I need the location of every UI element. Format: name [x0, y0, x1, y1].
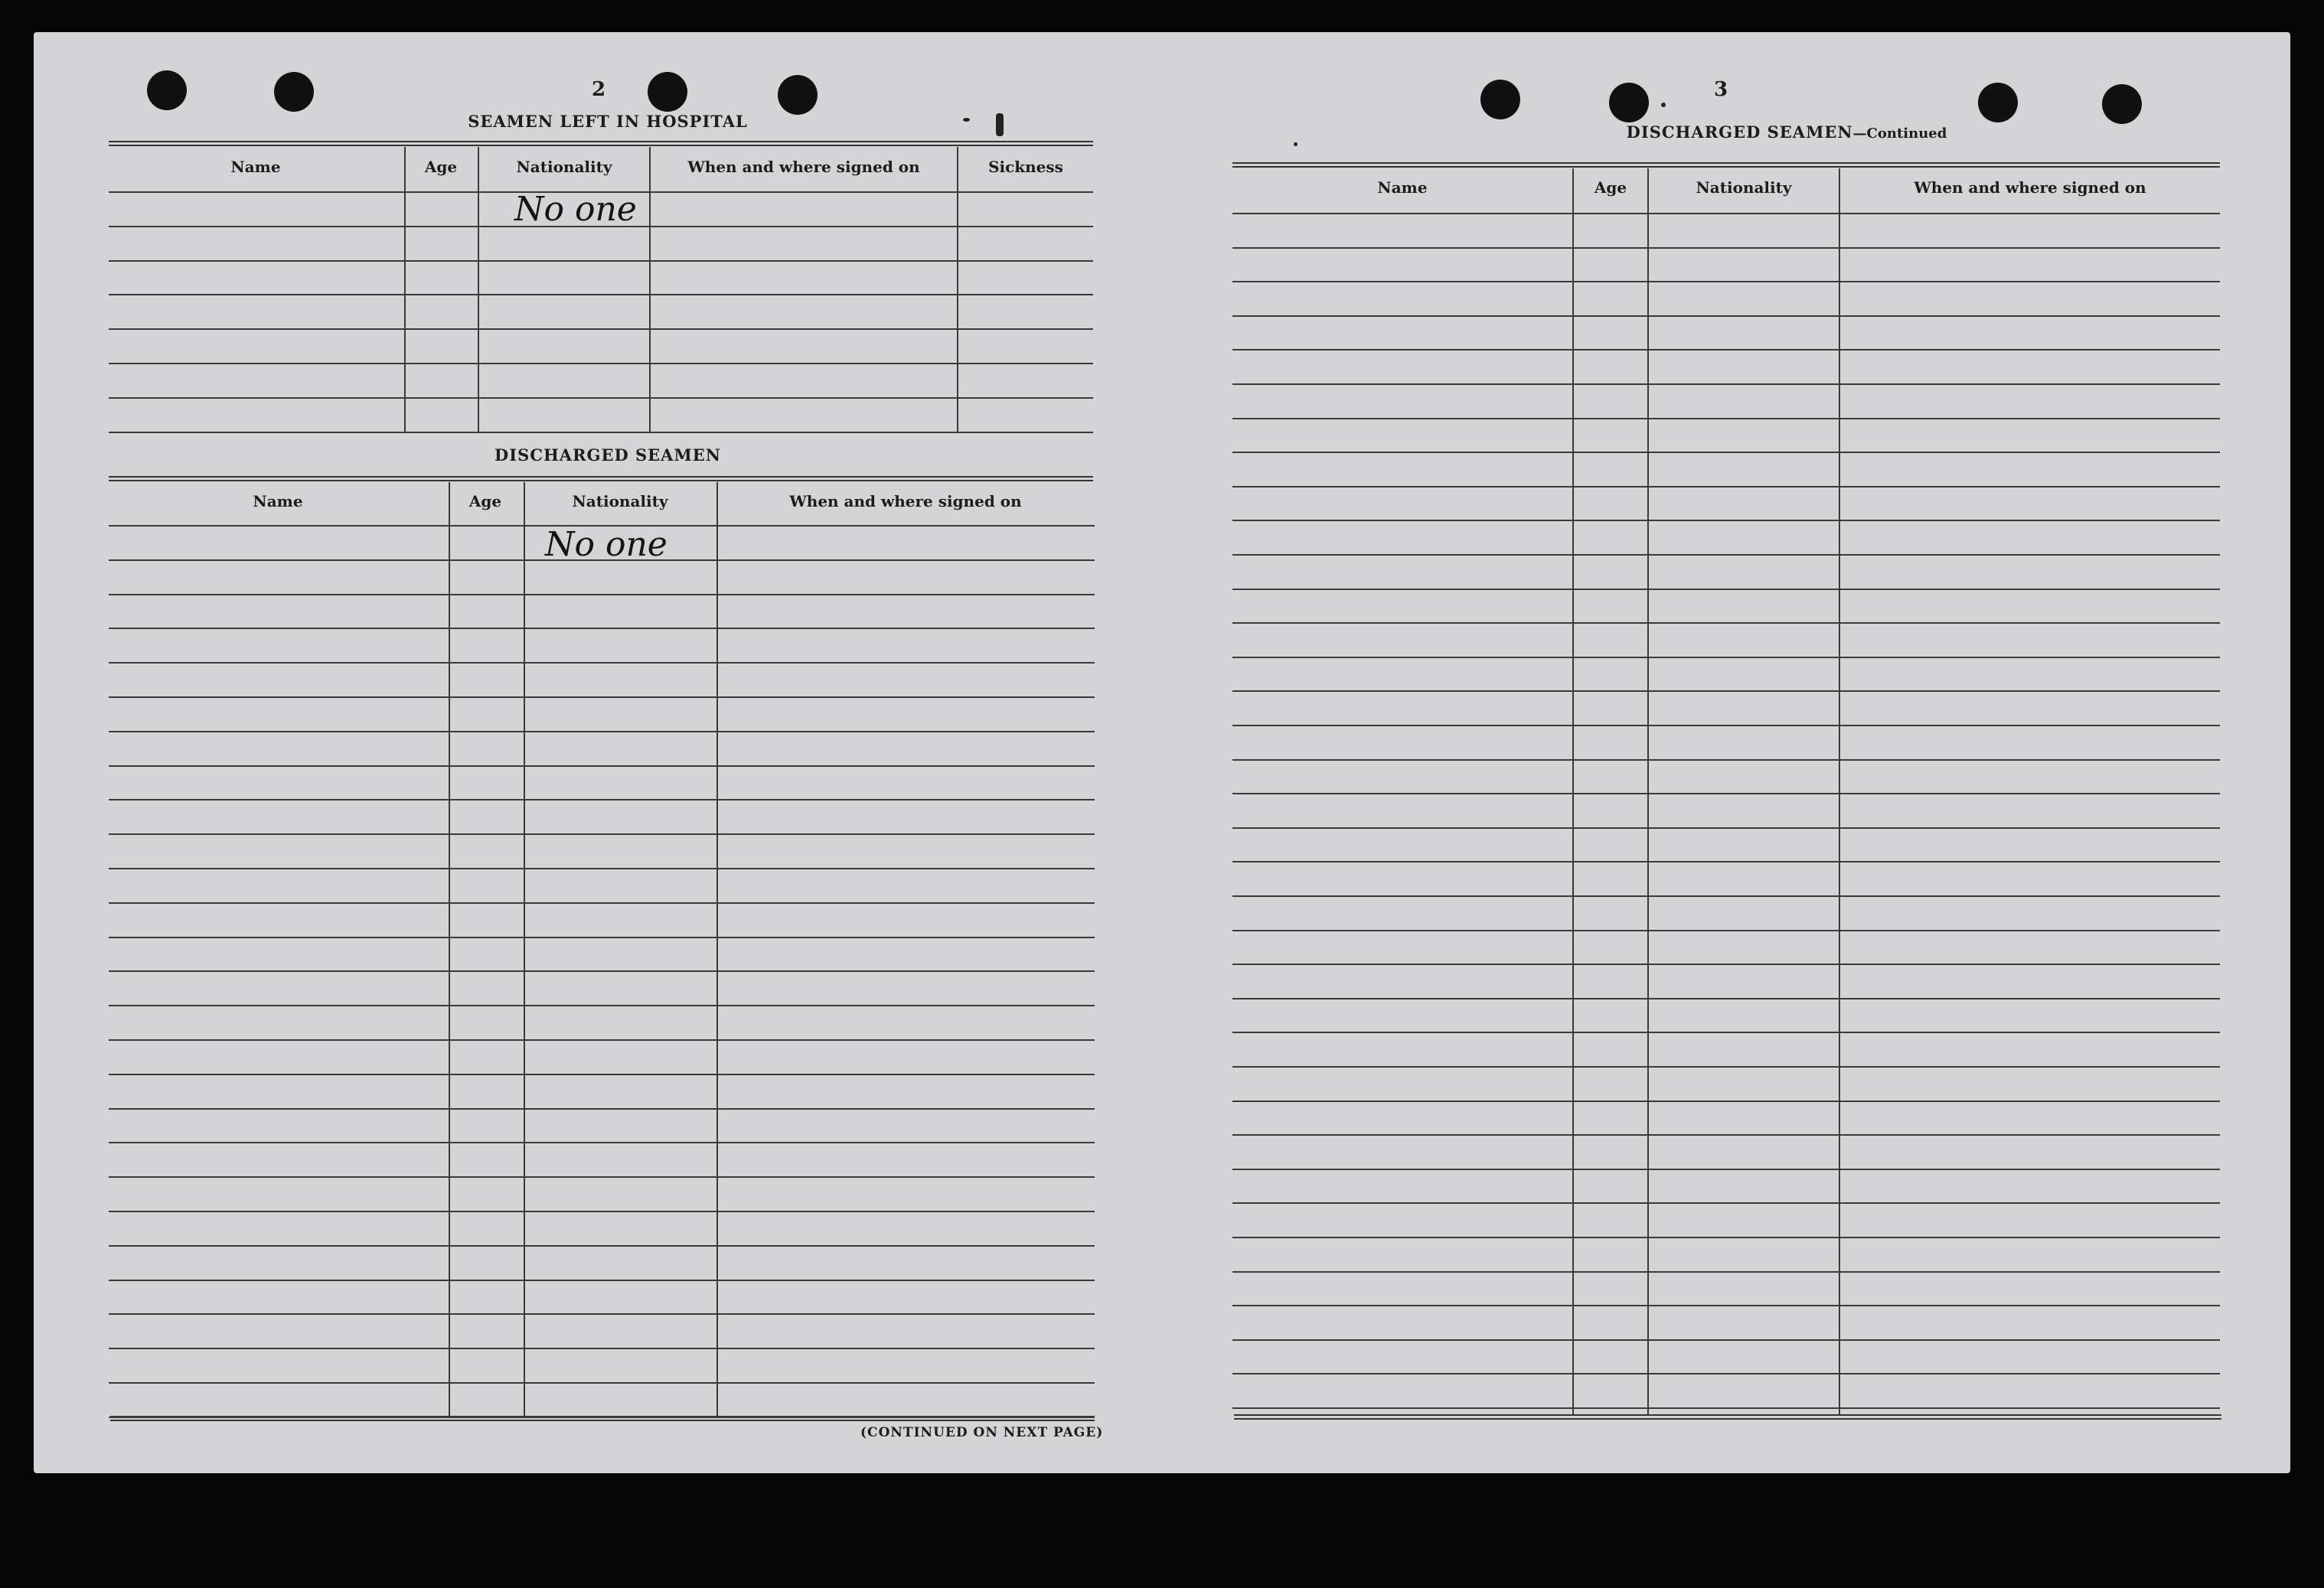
ruled-line — [109, 1382, 1095, 1384]
column-header-nationality: Nationality — [1696, 178, 1792, 197]
column-divider — [716, 482, 718, 1416]
punch-hole — [1609, 83, 1649, 122]
punch-hole — [1480, 80, 1520, 119]
ruled-line — [109, 902, 1095, 904]
column-header-name: Name — [253, 492, 303, 510]
column-divider — [449, 482, 450, 1416]
column-header-age: Age — [468, 492, 502, 510]
ruled-line — [1232, 1373, 2220, 1374]
ruled-line — [109, 1417, 1095, 1418]
punch-hole — [274, 72, 314, 112]
column-header-name: Name — [230, 158, 281, 176]
ruled-line — [1232, 690, 2220, 692]
ruled-line — [109, 226, 1093, 227]
ruled-line — [1232, 1032, 2220, 1033]
ruled-line — [109, 260, 1093, 262]
column-divider — [957, 147, 958, 432]
column-divider — [1572, 168, 1574, 1414]
ruled-line — [1232, 589, 2220, 590]
ruled-line — [109, 363, 1093, 364]
ruled-line — [109, 1142, 1095, 1143]
ruled-line — [109, 1348, 1095, 1349]
ruled-line — [1232, 452, 2220, 453]
column-header-nationality: Nationality — [572, 492, 668, 510]
ruled-line — [109, 1108, 1095, 1110]
ink-speck — [1661, 103, 1666, 107]
ruled-line — [1232, 486, 2220, 487]
ruled-line — [1232, 1305, 2220, 1306]
ruled-line — [109, 525, 1095, 527]
ruled-line — [109, 328, 1093, 330]
ruled-line — [109, 868, 1095, 869]
ruled-line — [109, 1176, 1095, 1178]
ruled-line — [109, 559, 1095, 561]
ruled-line — [1232, 281, 2220, 282]
ink-speck — [996, 113, 1004, 136]
hospital-section-title: SEAMEN LEFT IN HOSPITAL — [468, 112, 748, 131]
punch-hole — [778, 75, 818, 115]
column-divider — [404, 147, 406, 432]
ruled-line — [1232, 1066, 2220, 1068]
ruled-line — [1232, 759, 2220, 761]
discharged-continued-title — [1488, 122, 2085, 142]
discharged-section-title: DISCHARGED SEAMEN — [495, 445, 721, 465]
ruled-line — [109, 191, 1093, 193]
ruled-line — [109, 970, 1095, 972]
ruled-line — [1232, 1202, 2220, 1204]
column-divider — [1839, 168, 1840, 1414]
ruled-line — [109, 937, 1095, 938]
section-top-rule — [109, 476, 1093, 481]
ruled-line — [109, 833, 1095, 835]
punch-hole — [1978, 83, 2018, 122]
page-bottom-rule — [1234, 1414, 2221, 1420]
ruled-line — [1232, 520, 2220, 521]
ruled-line — [109, 1313, 1095, 1315]
handwritten-entry: No one — [545, 525, 667, 564]
ruled-line — [1232, 247, 2220, 249]
section-top-rule — [1232, 162, 2220, 168]
column-header-nationality: Nationality — [516, 158, 612, 176]
ruled-line — [109, 731, 1095, 732]
ruled-line — [1232, 383, 2220, 385]
punch-hole — [147, 70, 187, 110]
column-header-signed-on: When and where signed on — [687, 158, 920, 176]
ink-speck — [963, 118, 970, 122]
column-divider — [649, 147, 651, 432]
ruled-line — [109, 1245, 1095, 1247]
page-number-left: 2 — [591, 78, 606, 101]
ruled-line — [109, 397, 1093, 399]
ruled-line — [109, 1211, 1095, 1212]
ruled-line — [109, 799, 1095, 801]
column-header-age: Age — [424, 158, 458, 176]
ruled-line — [1232, 1407, 2220, 1409]
ruled-line — [109, 1074, 1095, 1075]
ruled-line — [109, 1005, 1095, 1006]
ruled-line — [1232, 1339, 2220, 1341]
ruled-line — [109, 594, 1095, 595]
ruled-line — [1232, 213, 2220, 214]
ruled-line — [1232, 793, 2220, 794]
title-continued: —Continued — [1852, 126, 1947, 142]
ruled-line — [109, 294, 1093, 295]
ruled-line — [109, 628, 1095, 629]
title-main: DISCHARGED SEAMEN — [1626, 122, 1853, 142]
ruled-line — [1232, 827, 2220, 829]
column-header-signed-on: When and where signed on — [789, 492, 1022, 510]
handwritten-entry: No one — [514, 190, 637, 229]
page-number-right: 3 — [1713, 78, 1728, 101]
ruled-line — [1232, 657, 2220, 658]
punch-hole — [648, 72, 687, 112]
ruled-line — [1232, 930, 2220, 931]
ruled-line — [1232, 895, 2220, 897]
ruled-line — [1232, 725, 2220, 726]
punch-hole — [2102, 84, 2142, 124]
ruled-line — [1232, 998, 2220, 999]
ruled-line — [1232, 861, 2220, 862]
column-header-signed-on: When and where signed on — [1914, 178, 2146, 197]
ruled-line — [1232, 1134, 2220, 1136]
ruled-line — [1232, 554, 2220, 556]
ink-speck — [1294, 142, 1297, 146]
continued-note: (CONTINUED ON NEXT PAGE) — [860, 1425, 1104, 1440]
ruled-line — [109, 1039, 1095, 1041]
column-header-age: Age — [1594, 178, 1627, 197]
ruled-line — [109, 662, 1095, 664]
column-divider — [1647, 168, 1649, 1414]
section-top-rule — [109, 141, 1093, 146]
ruled-line — [1232, 1271, 2220, 1273]
ruled-line — [1232, 1101, 2220, 1102]
ruled-line — [109, 1280, 1095, 1281]
ruled-line — [1232, 1237, 2220, 1238]
ruled-line — [1232, 315, 2220, 317]
ruled-line — [1232, 622, 2220, 624]
ruled-line — [1232, 964, 2220, 965]
ruled-line — [109, 432, 1093, 433]
form-sheet — [34, 32, 2290, 1473]
column-header-name: Name — [1377, 178, 1428, 197]
column-header-sickness: Sickness — [988, 158, 1063, 176]
ruled-line — [1232, 349, 2220, 351]
ruled-line — [1232, 1169, 2220, 1170]
ruled-line — [109, 765, 1095, 767]
column-divider — [478, 147, 479, 432]
column-divider — [524, 482, 525, 1416]
ruled-line — [1232, 418, 2220, 419]
ruled-line — [109, 696, 1095, 698]
